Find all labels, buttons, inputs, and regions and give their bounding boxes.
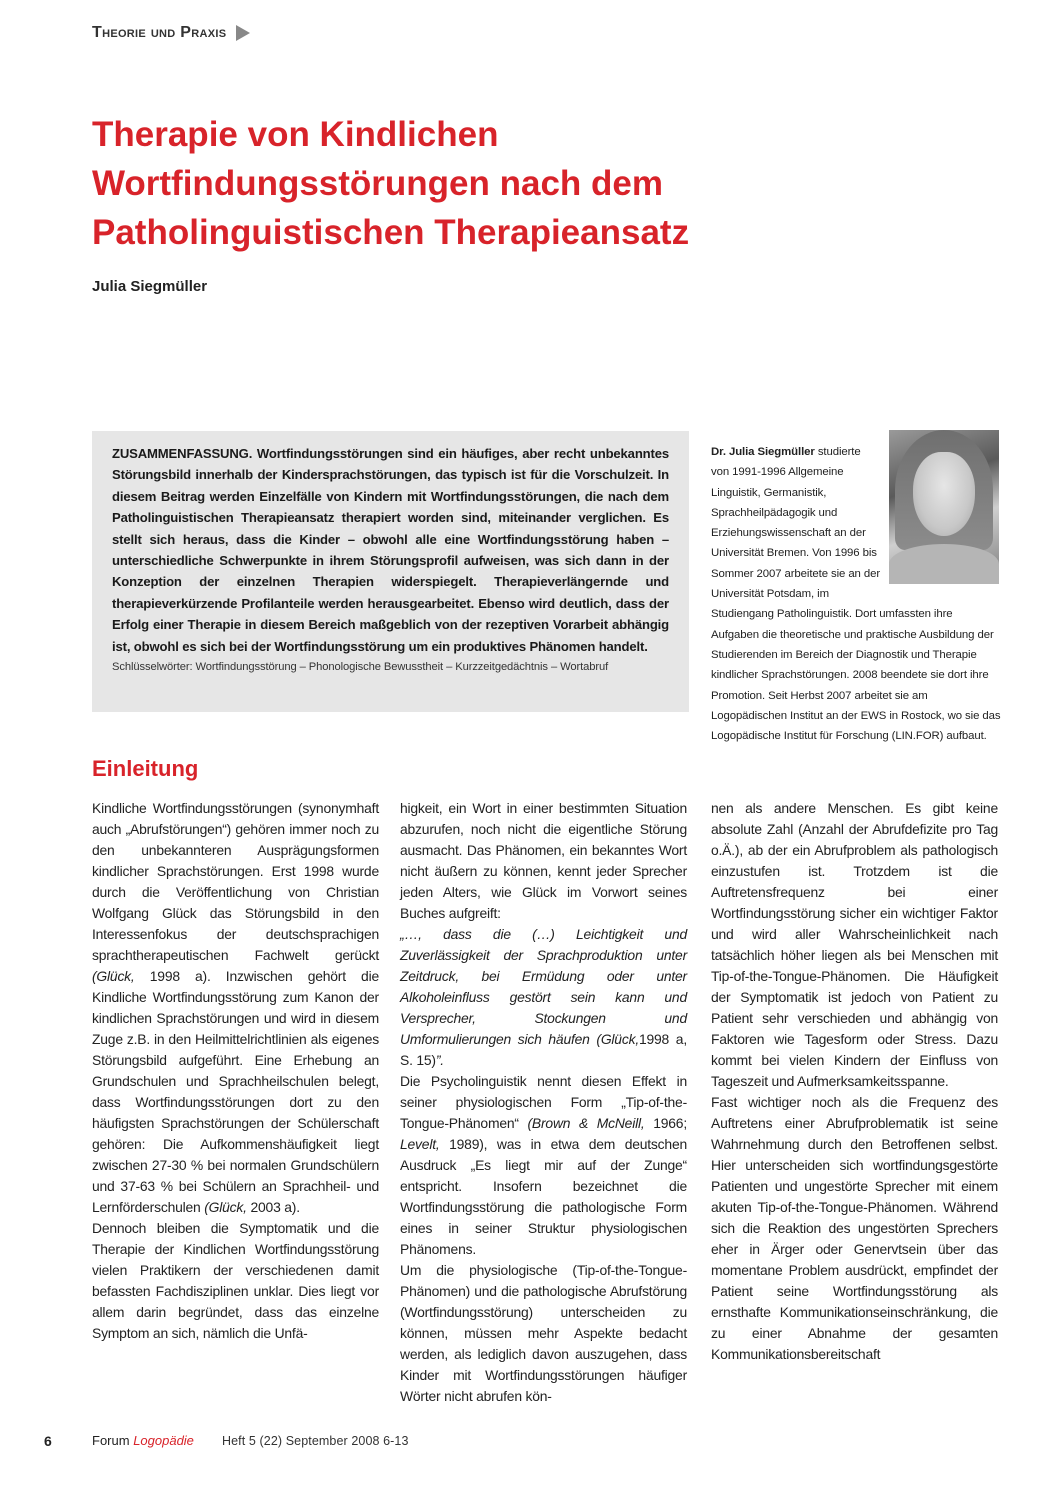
title-line-2: Wortfindungsstörungen nach dem bbox=[92, 164, 664, 203]
page-footer bbox=[0, 1433, 1058, 1453]
article-author: Julia Siegmüller bbox=[92, 278, 208, 295]
bio-text: studierte von 1991-1996 Allgemeine Linguistik, Germanistik, Sprachheilpädagogik und Erziehungswissenschaft an der Universität Bremen. Von 1996 bis Sommer 2007 arbeitete sie an der Universität Potsdam, im Studiengang Patholinguistik. Dort umfassten ihre Aufgaben die theoretische und praktische Ausbildung der Studierenden im Bereich der Diagnostik und Therapie kindlicher Sprachstörungen. 2008 beendete sie dort ihre Promotion. Seit Herbst 2007 arbeitet sie am Logopädischen Institut an der EWS in Rostock, wo sie das Logopädische Institut für Forschung (LIN.FOR) aufbaut. bbox=[711, 446, 1001, 743]
section-kicker bbox=[92, 24, 250, 42]
paragraph: Fast wichtiger noch als die Frequenz des Auftretens einer Abrufproblematik ist seine Wahrnehmung durch den Betroffenen selbst. Hier unterscheiden sich wortfindungsgestörte Patienten und ungestörte Sprecher mit einem akuten Tip-of-the-Tongue-Phänomen. Während sich die Reaktion des ungestörten Sprechers eher in Ärger oder Genervtsein über das momentane Problem ausdrückt, empfindet der Patient seine Wortfindungsstörung als ernsthafte Kommunikationseinschränkung, die zu einer Abnahme der gesamten Kommunikationsbereitschaft bbox=[711, 1094, 998, 1362]
kicker-word-3: Praxis bbox=[180, 24, 227, 41]
section-heading: Einleitung bbox=[92, 756, 199, 781]
paragraph: Um die physiologische (Tip-of-the-Tongue-Phänomen) und die pathologische Abrufstörung (Wortfindungsstörung) unterscheiden zu können, müssen mehr Aspekte bedacht werden, als lediglich davon auszugehen, dass Kinder mit Wortfindungsstörungen häufiger Wörter nicht abrufen kön- bbox=[400, 1262, 687, 1404]
abstract-label: ZUSAMMENFASSUNG. bbox=[112, 446, 253, 461]
journal-name: Forum Logopädie bbox=[92, 1433, 194, 1448]
article-title bbox=[92, 110, 852, 257]
abstract-box bbox=[92, 431, 689, 712]
paragraph: Dennoch bleiben die Symptomatik und die Therapie der Kindlichen Wortfindungsstörung vielen Praktikern der verschiedenen damit befassten Fachdisziplinen unklar. Dies liegt vor allem darin begründet, dass das einzelne Symptom an sich, nämlich die Unfä- bbox=[92, 1220, 379, 1341]
paragraph: nen als andere Menschen. Es gibt keine absolute Zahl (Anzahl der Abrufdefizite pro Tag o.Ä.), ab der ein Abrufproblem als pathologisch einzustufen ist. Trotzdem ist die Auftretensfrequenz bei einer Wortfindungsstörung sicher ein wichtiger Faktor und wird aller Wahrscheinlichkeit nach tatsächlich höher liegen als bei Menschen mit Tip-of-the-Tongue-Phänomen. Die Häufigkeit der Symptomatik ist jedoch von Patient zu Patient sehr verschieden und abhängig von Faktoren wie Tagesform oder Stress. Dazu kommt bei vielen Kindern der Einfluss von Tageszeit und Aufmerksamkeitsspanne. bbox=[711, 800, 998, 1089]
author-bio bbox=[711, 442, 1001, 746]
abstract-body: Wortfindungsstörungen sind ein häufiges, aber recht unbekanntes Störungsbild innerhalb der Kindersprachstörungen, das typisch ist für die Vorschulzeit. In diesem Beitrag werden Einzelfälle von Kindern mit Wortfindungsstörungen, die nach dem Patholinguistischen Therapieansatz therapiert worden sind, miteinander verglichen. Es stellt sich heraus, dass die Kinder – obwohl alle eine Wortfindungsstörung haben – unterschiedliche Schwerpunkte in ihrem Störungsprofil aufweisen, was sich dann in der Konzeption der einzelnen Therapien widerspiegelt. Therapieverlängernde und therapieverkürzende Profilanteile werden herausgearbeitet. Ebenso wird deutlich, dass der Erfolg einer Therapie in diesem Bereich maßgeblich von der rezeptiven Vorarbeit abhängig ist, obwohl es sich bei der Wortfindungsstörung um ein produktives Phänomen handelt. bbox=[112, 446, 669, 654]
block-quote: „…, dass die (…) Leichtigkeit und Zuverlässigkeit der Sprachproduktion unter Zeitdruck, bei Ermüdung oder unter Alkoholeinfluss gestört sein kann und Versprecher, Stockungen und Umformulierungen sich häufen (Glück,1998 a, S. 15)”. bbox=[400, 926, 687, 1068]
bio-name: Dr. Julia Siegmüller bbox=[711, 446, 815, 458]
body-column-1 bbox=[92, 798, 379, 1344]
kicker-word-2: und bbox=[150, 24, 176, 41]
issue-info: Heft 5 (22) September 2008 6-13 bbox=[222, 1434, 409, 1448]
title-line-3: Patholinguistischen Therapieansatz bbox=[92, 213, 690, 252]
keywords: Schlüsselwörter: Wortfindungsstörung – Phonologische Bewusstheit – Kurzzeitgedächtnis – Wortabruf bbox=[112, 661, 609, 674]
triangle-arrow-icon bbox=[236, 25, 250, 41]
page-number: 6 bbox=[44, 1433, 52, 1449]
kicker-word-1: Theorie bbox=[92, 24, 147, 41]
author-photo bbox=[889, 430, 999, 584]
paragraph: Kindliche Wortfindungsstörungen (synonymhaft auch „Abrufstörungen“) gehören immer noch zu den unbekannteren Ausprägungsformen kindlicher Sprachstörungen. Erst 1998 wurde durch die Veröffentlichung von Christian Wolfgang Glück das Störungsbild in den Interessenfokus der deutschsprachigen sprachtherapeutischen Fachwelt gerückt (Glück, 1998 a). Inzwischen gehört die Kindliche Wortfindungsstörung zum Kanon der kindlichen Sprachstörungen und wird in diesem Zuge z.B. in den Heilmittelrichtlinien als eigenes Störungsbild aufgeführt. Eine Erhebung an Grundschulen und Sprachheilschulen belegt, dass Wortfindungsstörungen dort zu den häufigsten Sprachstörungen der Schülerschaft gehören: Die Aufkommenshäufigkeit liegt zwischen 27-30 % bei normalen Grundschülern und 37-63 % bei Schülern an Sprachheil- und Lernförderschulen (Glück, 2003 a). bbox=[92, 800, 379, 1215]
paragraph: higkeit, ein Wort in einer bestimmten Situation abzurufen, noch nicht die eigentliche Störung ausmacht. Das Phänomen, ein bekanntes Wort nicht äußern zu können, kennt jeder Sprecher jeden Alters, wie Glück im Vorwort seines Buches aufgreift: bbox=[400, 800, 687, 921]
abstract-text bbox=[112, 443, 669, 657]
body-column-2 bbox=[400, 798, 687, 1407]
body-column-3 bbox=[711, 798, 998, 1365]
paragraph: Die Psycholinguistik nennt diesen Effekt in seiner physiologischen Form „Tip-of-the-Tongue-Phänomen“ (Brown & McNeill, 1966; Levelt, 1989), was in etwa dem deutschen Ausdruck „Es liegt mir auf der Zunge“ entspricht. Insofern bezeichnet die Wortfindungsstörung die pathologische Form eines in seiner Struktur physiologischen Phänomens. bbox=[400, 1073, 687, 1257]
title-line-1: Therapie von Kindlichen bbox=[92, 115, 499, 154]
